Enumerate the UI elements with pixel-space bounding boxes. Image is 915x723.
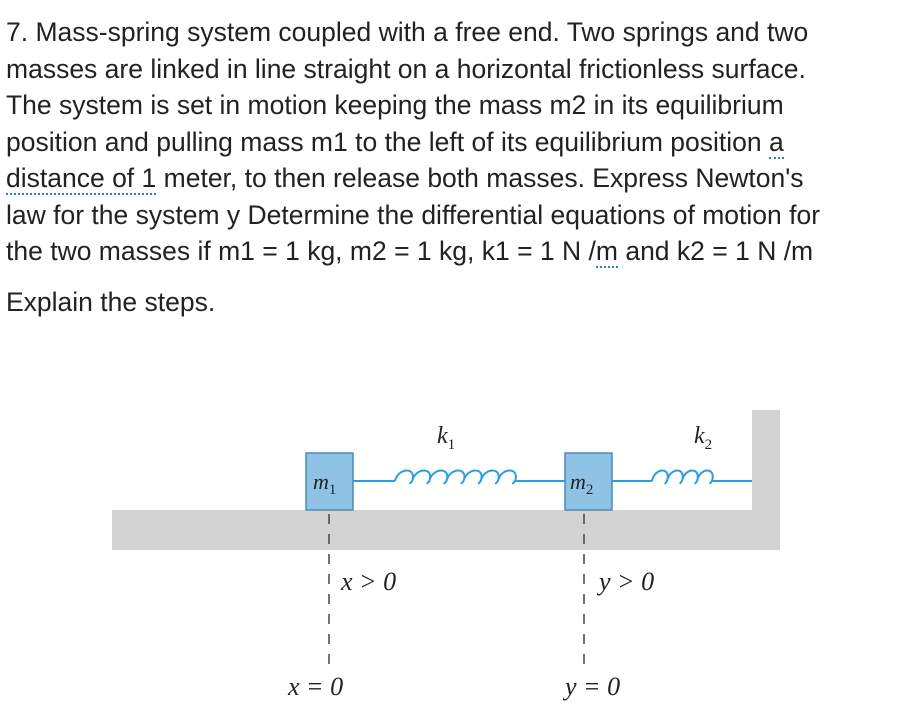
mass-m2-label: $m_2$	[570, 469, 594, 498]
mass-m1-label: $m_1$	[313, 469, 337, 498]
problem-line-7-text: the two masses if m1 = 1 kg, m2 = 1 kg, k1 = 1 N /	[6, 236, 596, 266]
spring-k2-label: $k_2$	[694, 423, 713, 453]
underlined-distance[interactable]: distance of 1	[6, 163, 157, 193]
underlined-unit-m[interactable]: m	[595, 236, 618, 266]
x-positive-label: x > 0	[341, 567, 397, 596]
underlined-word-a[interactable]: a	[769, 126, 784, 157]
problem-line-4-text: position and pulling mass m1 to the left of its equilibrium position	[6, 126, 770, 157]
problem-line-5-text: meter, to then release both masses. Express Newton's	[156, 163, 804, 193]
fixed-wall	[752, 410, 780, 550]
problem-line-6: law for the system y Determine the differential equations of motion for	[6, 199, 821, 230]
y-positive-label: y > 0	[599, 567, 655, 596]
y-origin-label: y = 0	[565, 672, 621, 701]
problem-line-1: 7. Mass-spring system coupled with a free end. Two springs and two	[6, 17, 809, 47]
ground-surface	[112, 510, 780, 550]
spring-k2	[612, 471, 752, 484]
problem-line-3: The system is set in motion keeping the mass m2 in its equilibrium	[6, 90, 784, 120]
x-origin-label: x = 0	[288, 672, 344, 701]
explain-steps: Explain the steps.	[6, 286, 216, 317]
problem-line-2: masses are linked in line straight on a horizontal frictionless surface.	[6, 53, 806, 84]
problem-line-7-end: and k2 = 1 N /m	[617, 236, 814, 266]
spring-k1-label: $k_1$	[437, 423, 456, 453]
spring-k1	[353, 471, 565, 484]
